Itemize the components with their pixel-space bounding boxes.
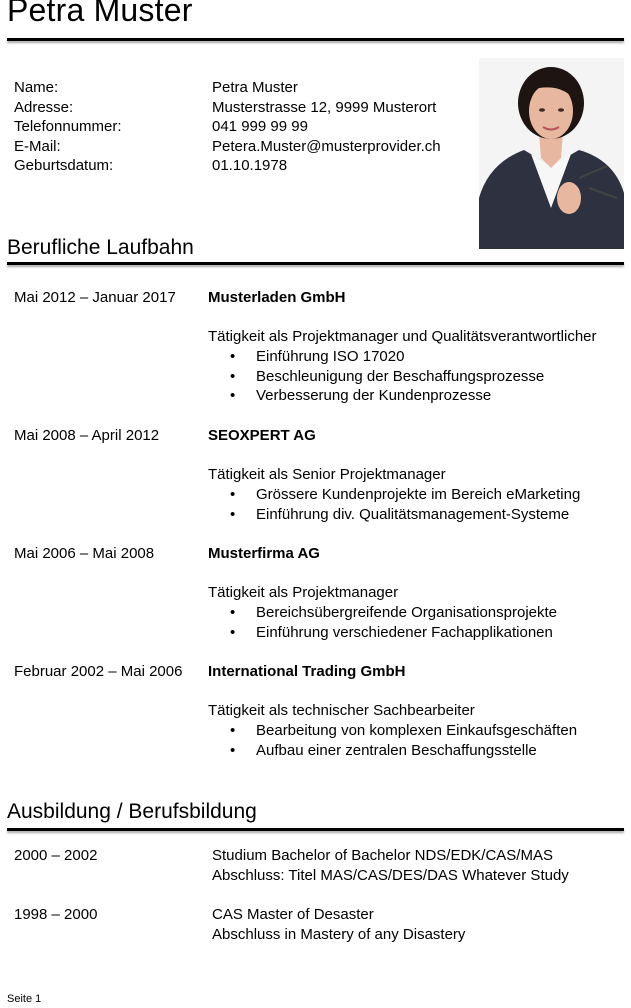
bullet-icon: • — [230, 722, 236, 739]
career-section-title: Berufliche Laufbahn — [7, 236, 194, 259]
bullet-icon: • — [230, 506, 236, 523]
career-company: International Trading GmbH — [208, 663, 406, 680]
list-item: • Beschleunigung der Beschaffungsprozesse — [208, 367, 544, 387]
page-number: Seite 1 — [7, 993, 42, 1005]
label-phone: Telefonnummer: — [14, 118, 122, 135]
education-period: 2000 – 2002 — [14, 847, 98, 864]
list-item: • Aufbau einer zentralen Beschaffungsstelle — [208, 741, 537, 761]
education-title: CAS Master of Desaster — [212, 906, 374, 923]
education-divider — [7, 828, 624, 831]
career-role: Tätigkeit als Projektmanager und Qualitätsverantwortlicher — [208, 328, 597, 345]
education-section-title: Ausbildung / Berufsbildung — [7, 800, 257, 823]
list-item: • Bearbeitung von komplexen Einkaufsgeschäften — [208, 721, 577, 741]
portrait-photo — [479, 58, 624, 249]
list-item: • Verbesserung der Kundenprozesse — [208, 386, 491, 406]
value-email: Petera.Muster@musterprovider.ch — [212, 138, 441, 155]
bullet-icon: • — [230, 604, 236, 621]
list-item: • Einführung ISO 17020 — [208, 347, 404, 367]
bullet-icon: • — [230, 742, 236, 759]
value-name: Petra Muster — [212, 79, 298, 96]
bullet-icon: • — [230, 486, 236, 503]
career-role: Tätigkeit als technischer Sachbearbeiter — [208, 702, 475, 719]
label-name: Name: — [14, 79, 59, 96]
career-company: SEOXPERT AG — [208, 427, 316, 444]
bullet-icon: • — [230, 387, 236, 404]
education-degree: Abschluss in Mastery of any Disastery — [212, 926, 466, 943]
label-birthdate: Geburtsdatum: — [14, 157, 114, 174]
list-item: • Einführung div. Qualitätsmanagement-Systeme — [208, 505, 569, 525]
value-phone: 041 999 99 99 — [212, 118, 308, 135]
bullet-icon: • — [230, 368, 236, 385]
bullet-icon: • — [230, 348, 236, 365]
label-address: Adresse: — [14, 99, 74, 116]
career-period: Mai 2006 – Mai 2008 — [14, 545, 155, 562]
list-item: • Grössere Kundenprojekte im Bereich eMarketing — [208, 485, 580, 505]
list-item: • Bereichsübergreifende Organisationsprojekte — [208, 603, 557, 623]
career-period: Mai 2008 – April 2012 — [14, 427, 160, 444]
education-degree: Abschluss: Titel MAS/CAS/DES/DAS Whatever Study — [212, 867, 569, 884]
list-item: • Einführung verschiedener Fachapplikationen — [208, 623, 553, 643]
page-title: Petra Muster — [7, 0, 193, 28]
career-role: Tätigkeit als Projektmanager — [208, 584, 399, 601]
education-title: Studium Bachelor of Bachelor NDS/EDK/CAS/MAS — [212, 847, 553, 864]
label-email: E-Mail: — [14, 138, 61, 155]
bullet-icon: • — [230, 624, 236, 641]
career-company: Musterladen GmbH — [208, 289, 346, 306]
value-address: Musterstrasse 12, 9999 Musterort — [212, 99, 437, 116]
career-divider — [7, 262, 624, 265]
portrait-illustration — [479, 58, 624, 249]
career-period: Mai 2012 – Januar 2017 — [14, 289, 176, 306]
title-divider — [7, 38, 624, 41]
value-birthdate: 01.10.1978 — [212, 157, 288, 174]
career-company: Musterfirma AG — [208, 545, 320, 562]
career-role: Tätigkeit als Senior Projektmanager — [208, 466, 446, 483]
career-period: Februar 2002 – Mai 2006 — [14, 663, 183, 680]
education-period: 1998 – 2000 — [14, 906, 98, 923]
